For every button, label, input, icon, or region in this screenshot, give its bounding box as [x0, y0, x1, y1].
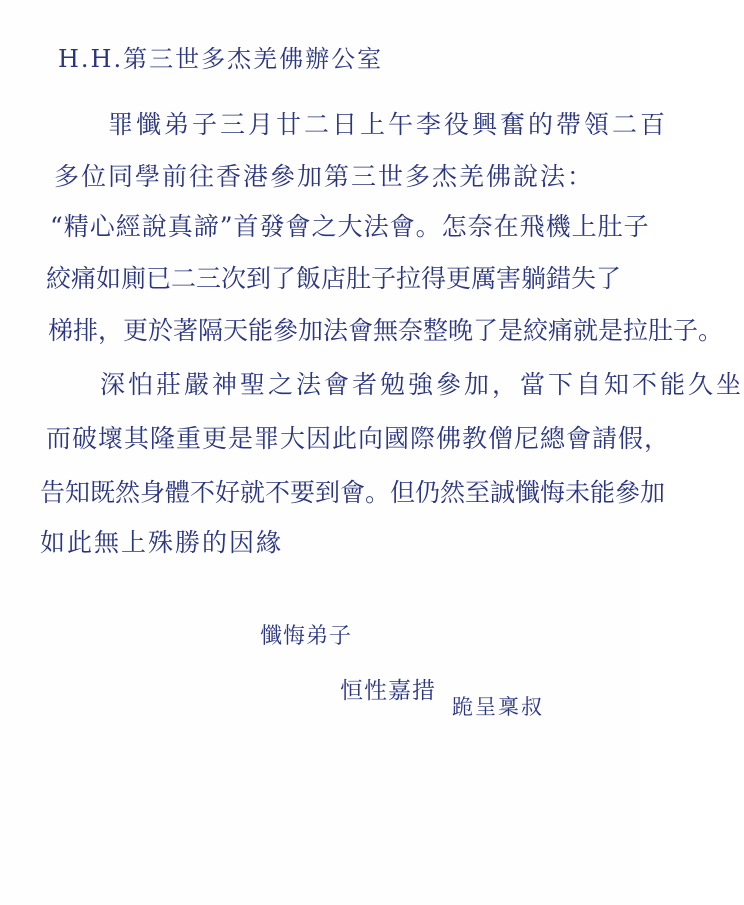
letter-line-4: 絞痛如廁已二三次到了飯店肚子拉得更厲害躺錯失了 [46, 264, 622, 293]
letter-line-5: 梯排，更於著隔天能參加法會無奈整晚了是絞痛就是拉肚子。 [48, 316, 724, 345]
letter-line-2: 多位同學前往香港參加第三世多杰羌佛說法： [54, 162, 595, 191]
signature-action: 跪呈稟叔 [452, 695, 544, 719]
letter-line-8: 告知既然身體不好就不要到會。但仍然至誠懺悔未能參加 [40, 478, 666, 507]
letter-greeting: H.H.第三世多杰羌佛辦公室 [58, 45, 384, 73]
letter-line-3: “精心經說真諦”首發會之大法會。怎奈在飛機上肚子 [50, 212, 650, 241]
signature-closing: 懺悔弟子 [260, 624, 353, 649]
signature-name: 恒性嘉措 [340, 678, 436, 704]
letter-line-9: 如此無上殊勝的因緣 [40, 528, 284, 557]
letter-line-1: 罪懺弟子三月廿二日上午李役興奮的帶領二百 [108, 110, 669, 139]
letter-line-6: 深怕莊嚴神聖之法會者勉強參加，當下自知不能久坐 [100, 370, 744, 399]
letter-line-7: 而破壞其隆重更是罪大因此向國際佛教僧尼總會請假， [46, 424, 671, 453]
